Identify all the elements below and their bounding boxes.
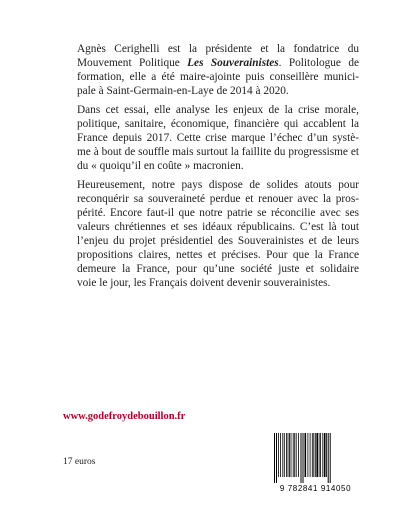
barcode-bar (316, 433, 318, 477)
paragraph-conclusion (63, 178, 359, 290)
isbn-barcode (268, 433, 363, 493)
barcode-bar (326, 433, 327, 477)
barcode-bar (312, 433, 313, 477)
barcode-bar (310, 433, 311, 477)
blurb-line: Agnès Cerighelli est la présidente et la fondatrice du (77, 43, 359, 55)
line-text: . Politologue de (278, 57, 359, 69)
barcode-bar (320, 433, 321, 477)
barcode-bar (294, 433, 295, 477)
barcode-bar (324, 433, 326, 477)
barcode-bar (291, 433, 292, 477)
blurb-line: pale à Saint-Germain-en-Laye de 2014 à 2020. (77, 85, 289, 97)
blurb-line: France depuis 2017. Cette crise marque l’échec d’un systè- (77, 132, 359, 144)
barcode-bar (274, 433, 275, 483)
barcode-bar (308, 433, 309, 477)
line-text: Mouvement Politique (77, 57, 188, 69)
barcode-bar (298, 433, 299, 477)
blurb-line: reconquérir sa souveraineté perdue et renouer avec la pros- (77, 193, 359, 205)
isbn-digits: 9 782841 914050 (279, 484, 352, 493)
barcode-bar (282, 433, 283, 477)
blurb-line: l’enjeu du projet présidentiel des Souverainistes et de leurs (77, 235, 359, 247)
blurb-line: valeurs chrétiennes et ses idéaux républicains. C’est là tout (77, 221, 359, 233)
barcode-bar (330, 433, 331, 483)
barcode-bar (280, 433, 281, 477)
movement-name: Les Souverainistes (187, 57, 279, 69)
blurb-line: du « quoiqu’il en coûte » macronien. (77, 160, 244, 172)
barcode-bar (313, 433, 314, 477)
paragraph-essay (63, 103, 359, 173)
blurb-line: propositions claires, nettes et précises. Pour que la France (77, 249, 359, 261)
barcode-bar (319, 433, 320, 477)
blurb-line: formation, elle a été maire-ajointe puis conseillère munici- (77, 71, 359, 83)
barcode-bar (289, 433, 290, 477)
blurb-line: Dans cet essai, elle analyse les enjeux de la crise morale, (77, 104, 359, 116)
publisher-website[interactable]: www.godefroydebouillon.fr (63, 411, 186, 422)
barcode-bar (303, 433, 304, 483)
blurb-line: voie le jour, les Français doivent devenir souverainistes. (77, 277, 331, 289)
paragraph-author (63, 42, 359, 98)
barcode-bar (293, 433, 294, 477)
barcode-bar (322, 433, 323, 477)
blurb-line: demeure la France, pour qu’une société juste et solidaire (77, 263, 359, 275)
barcode-bar (284, 433, 285, 477)
blurb-line: Heureusement, notre pays dispose de solides atouts pour (77, 179, 359, 191)
barcode-bar (296, 433, 297, 477)
price-label: 17 euros (63, 457, 96, 467)
barcode-bars (268, 433, 363, 483)
barcode-bar (288, 433, 289, 477)
barcode-bar (278, 433, 279, 477)
blurb-line: politique, sanitaire, économique, financière qui accablent la (77, 118, 359, 130)
blurb-line (63, 56, 359, 70)
blurb-line: me à bout de souffle mais surtout la faillite du progressisme et (77, 146, 359, 158)
blurb-line: périté. Encore faut-il que notre patrie se réconcilie avec ses (77, 207, 359, 219)
blurb (63, 42, 359, 290)
barcode-bar (315, 433, 316, 477)
barcode-bar (328, 433, 329, 483)
barcode-bar (301, 433, 302, 483)
barcode-bar (276, 433, 277, 483)
barcode-bar (305, 433, 307, 477)
barcode-bar (286, 433, 287, 477)
